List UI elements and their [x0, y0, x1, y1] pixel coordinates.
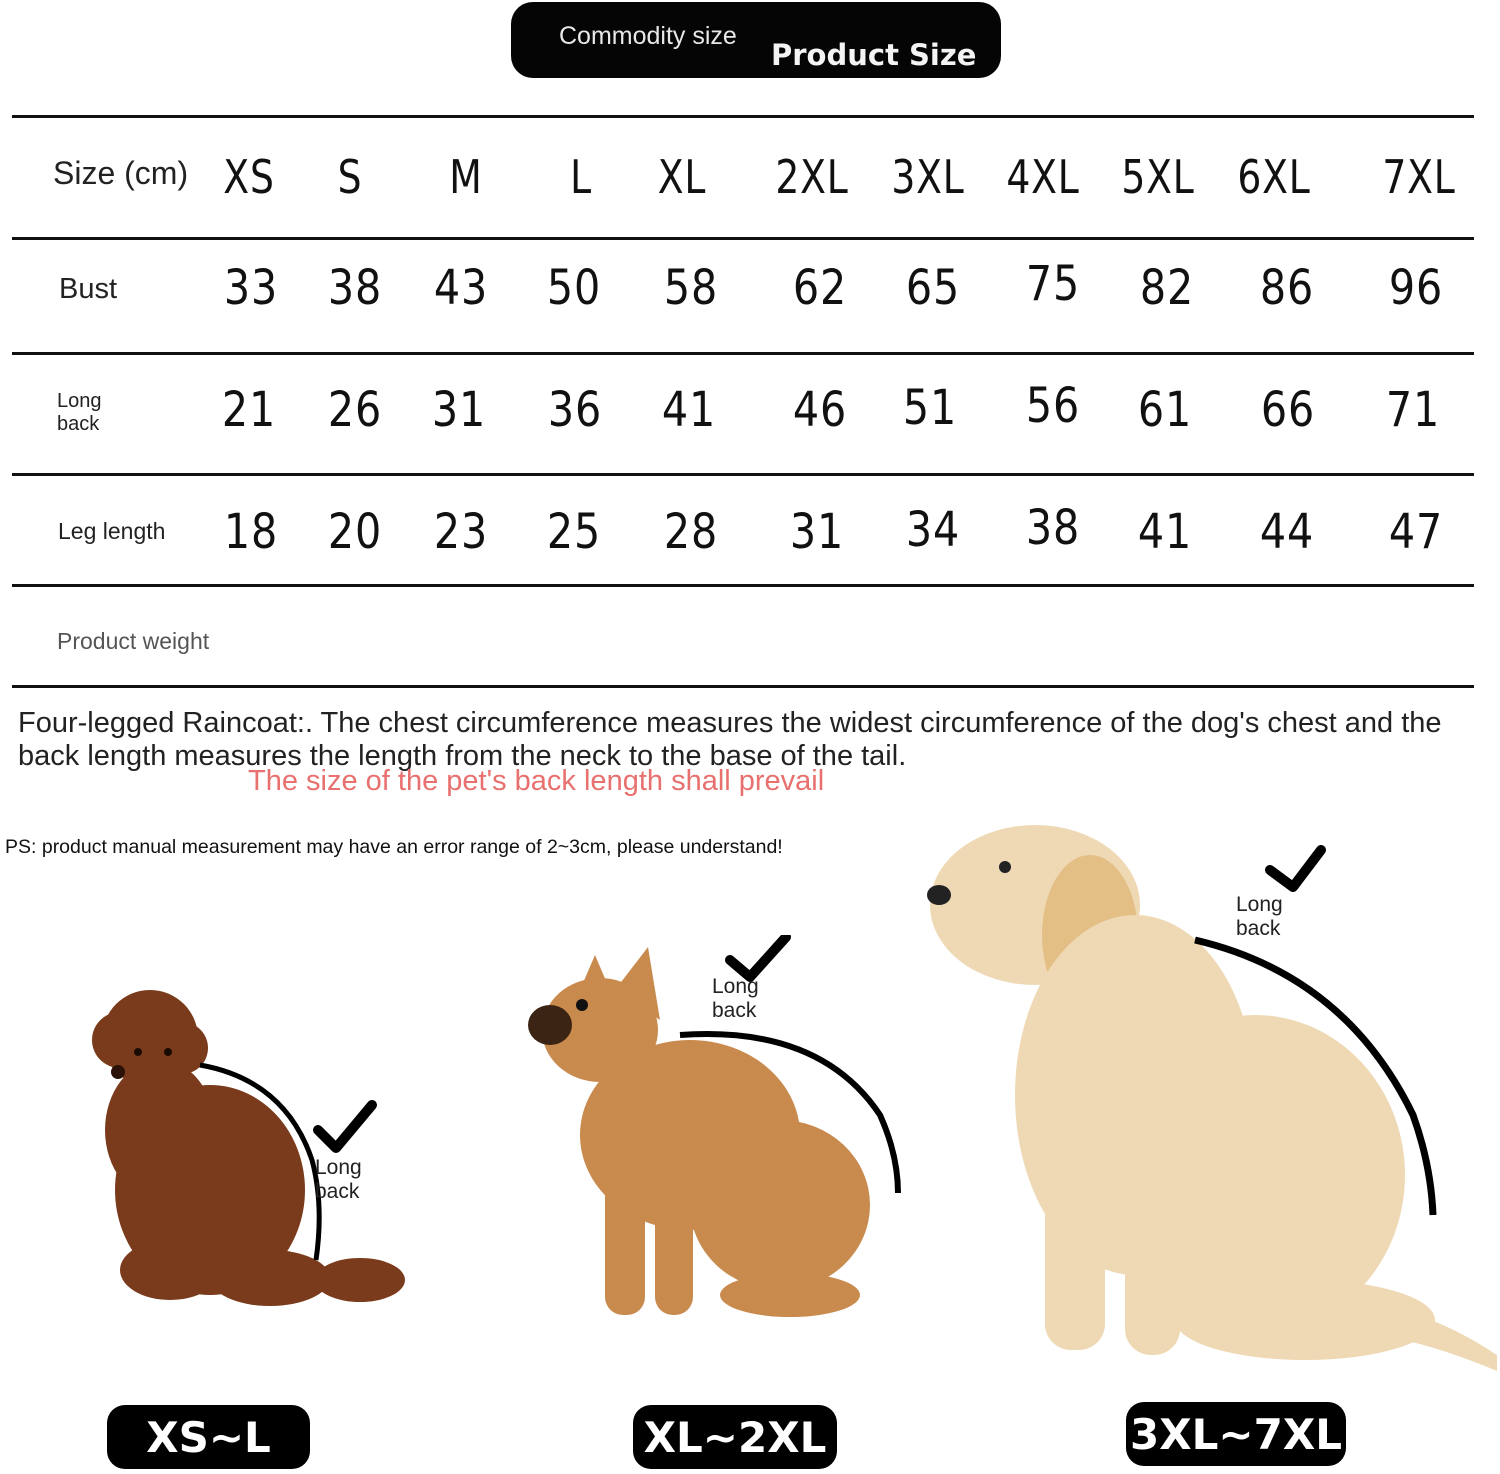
product-weight-label: Product weight — [57, 628, 210, 654]
leg-length-value: 41 — [1137, 504, 1193, 560]
leg-length-value: 44 — [1259, 504, 1315, 560]
poodle-label-line1: Long — [315, 1156, 362, 1179]
bust-value: 43 — [433, 260, 489, 316]
table-divider — [12, 584, 1474, 587]
long-back-value: 56 — [1025, 378, 1081, 434]
leg-length-value: 38 — [1025, 500, 1081, 556]
bust-value: 33 — [223, 260, 279, 316]
golden-label-line2: back — [1236, 917, 1281, 940]
long-back-value: 26 — [327, 382, 383, 438]
leg-length-value: 25 — [546, 504, 602, 560]
long-back-value: 41 — [661, 382, 717, 438]
header-secondary-label: Commodity size — [559, 22, 737, 50]
golden-long-back-label — [1236, 893, 1283, 941]
size-s: S — [337, 150, 363, 204]
long-back-value: 21 — [221, 382, 277, 438]
size-l: L — [570, 150, 592, 204]
leg-length-value: 23 — [433, 504, 489, 560]
size-4xl: 4XL — [1006, 150, 1080, 204]
bust-value: 65 — [905, 260, 961, 316]
leg-length-label: Leg length — [58, 518, 166, 544]
size-5xl: 5XL — [1121, 150, 1195, 204]
bust-label: Bust — [59, 273, 118, 305]
long-back-value: 61 — [1137, 382, 1193, 438]
bust-value: 50 — [546, 260, 602, 316]
leg-length-value: 47 — [1388, 504, 1444, 560]
long-back-label-line1: Long — [57, 390, 102, 412]
leg-length-value: 31 — [789, 504, 845, 560]
size-6xl: 6XL — [1237, 150, 1311, 204]
bust-value: 86 — [1259, 260, 1315, 316]
ps-note: PS: product manual measurement may have an error range of 2~3cm, please understand! — [5, 836, 783, 858]
long-back-label — [57, 390, 102, 436]
golden-retriever-illustration — [925, 815, 1500, 1375]
size-xs: XS — [223, 150, 275, 204]
bust-value: 62 — [792, 260, 848, 316]
leg-length-value: 18 — [223, 504, 279, 560]
range-3xl-7xl-badge: 3XL~7XL — [1126, 1402, 1346, 1466]
size-xl: XL — [657, 150, 707, 204]
bust-value: 82 — [1139, 260, 1195, 316]
golden-label-line1: Long — [1236, 893, 1283, 916]
long-back-value: 31 — [431, 382, 487, 438]
long-back-value: 71 — [1385, 382, 1441, 438]
poodle-long-back-label — [315, 1156, 362, 1204]
range-xs-l-badge: XS~L — [107, 1405, 310, 1469]
leg-length-value: 20 — [327, 504, 383, 560]
size-header-label: Size (cm) — [53, 155, 189, 191]
long-back-value: 51 — [902, 380, 958, 436]
bust-value: 58 — [663, 260, 719, 316]
size-7xl: 7XL — [1382, 150, 1456, 204]
table-divider — [12, 685, 1474, 688]
header-title: Product Size — [771, 38, 977, 72]
bust-value: 38 — [327, 260, 383, 316]
table-divider — [12, 237, 1474, 240]
poodle-illustration — [60, 960, 420, 1320]
bulldog-label-line2: back — [712, 999, 757, 1022]
long-back-value: 46 — [792, 382, 848, 438]
size-m: M — [449, 150, 483, 204]
bulldog-label-line1: Long — [712, 975, 759, 998]
leg-length-value: 34 — [905, 502, 961, 558]
description-text: Four-legged Raincoat:. The chest circumference measures the widest circumference of the dog's chest and the back length measures the length from the neck to the base of the tail. — [18, 707, 1442, 772]
range-xl-2xl-badge: XL~2XL — [633, 1405, 837, 1469]
bulldog-long-back-label — [712, 975, 759, 1023]
table-divider — [12, 115, 1474, 118]
bust-value: 96 — [1388, 260, 1444, 316]
long-back-value: 66 — [1260, 382, 1316, 438]
prevail-note: The size of the pet's back length shall prevail — [248, 765, 825, 797]
bust-value: 75 — [1025, 256, 1081, 312]
leg-length-value: 28 — [663, 504, 719, 560]
table-divider — [12, 473, 1474, 476]
size-2xl: 2XL — [775, 150, 849, 204]
long-back-value: 36 — [547, 382, 603, 438]
long-back-label-line2: back — [57, 413, 100, 435]
size-3xl: 3XL — [891, 150, 965, 204]
poodle-label-line2: back — [315, 1180, 360, 1203]
header-banner — [511, 2, 1001, 78]
table-divider — [12, 352, 1474, 355]
